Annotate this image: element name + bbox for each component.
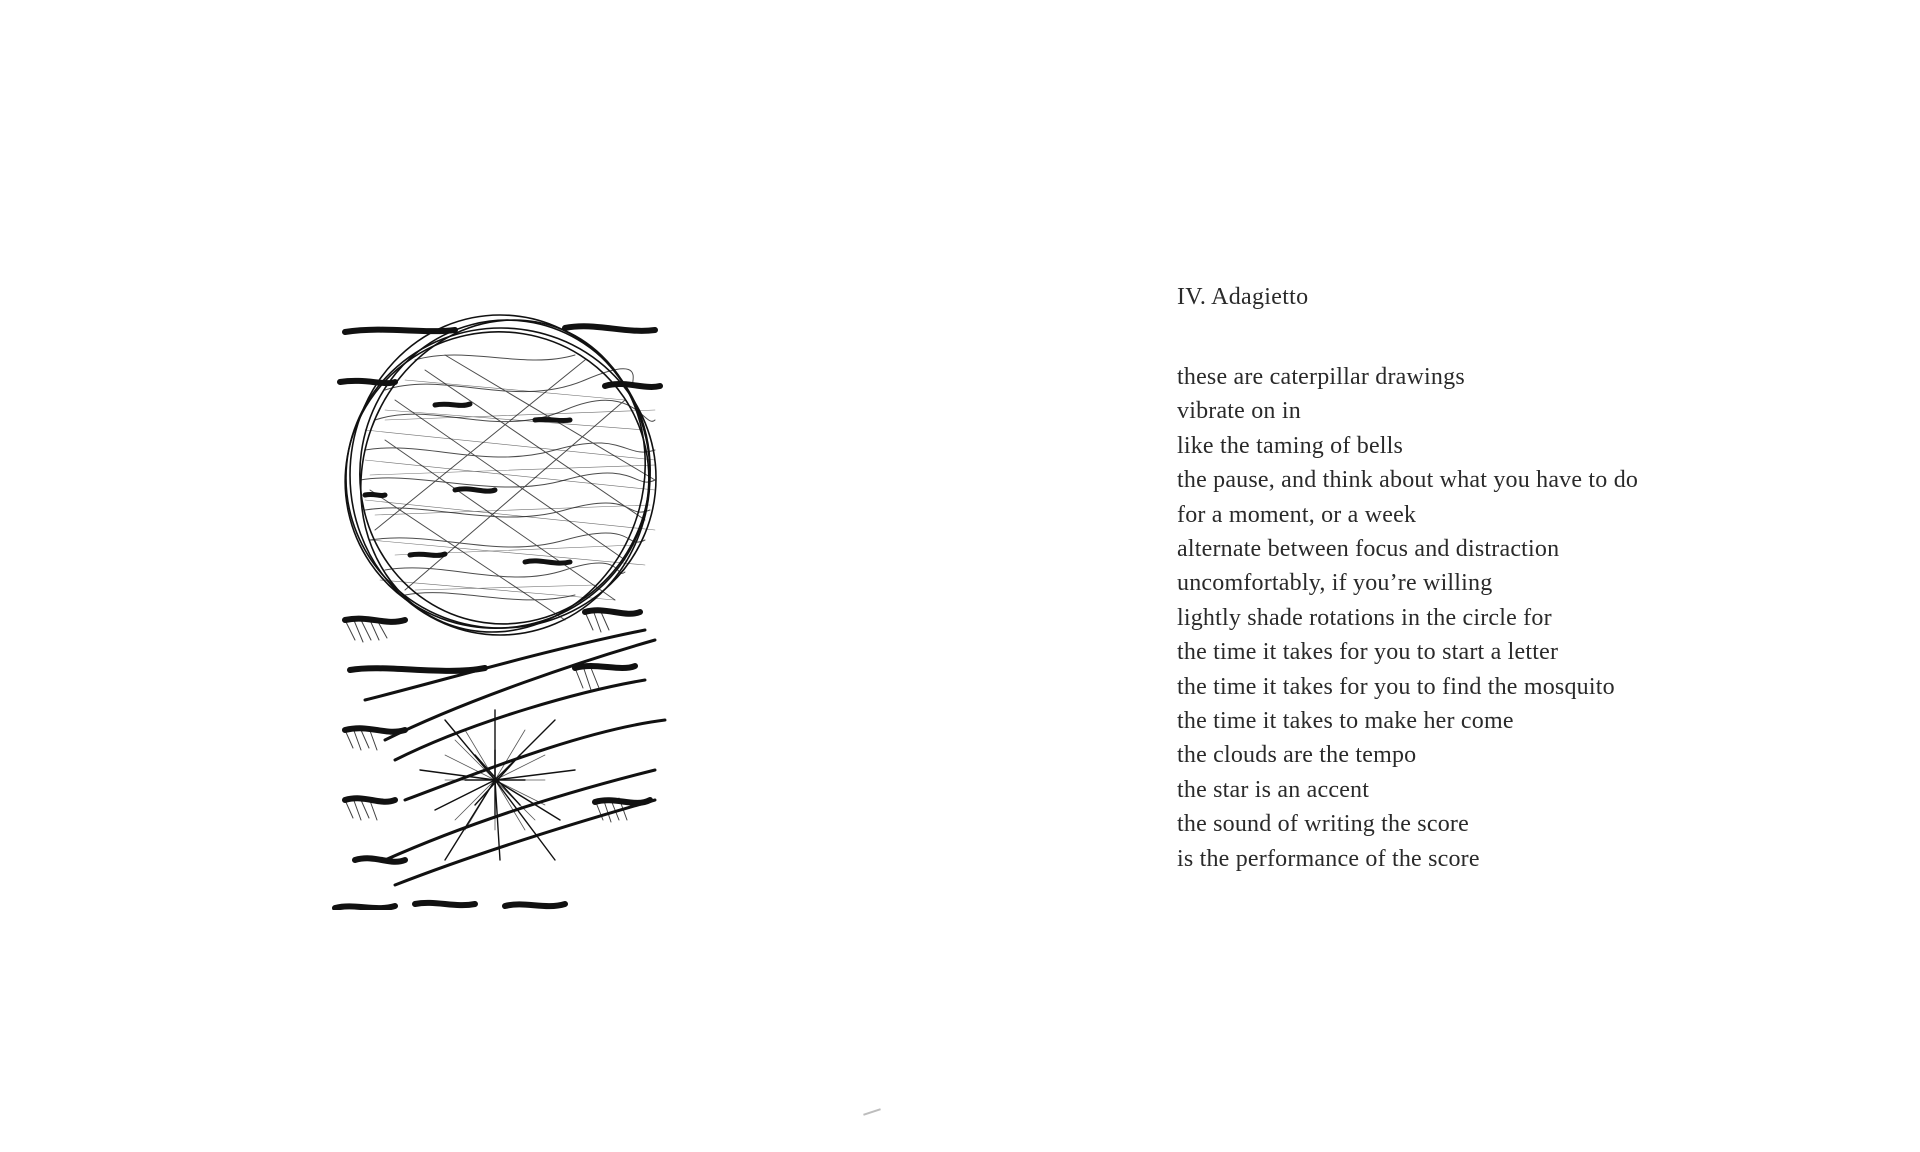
- poem-line: the pause, and think about what you have to do: [1177, 467, 1639, 494]
- poem-line: the time it takes for you to find the mosquito: [1177, 673, 1615, 700]
- poem-title: IV. Adagietto: [1177, 284, 1309, 310]
- poem-line: vibrate on in: [1177, 398, 1301, 425]
- poem-line: these are caterpillar drawings: [1177, 364, 1465, 390]
- poem-line: the time it takes for you to start a letter: [1177, 639, 1559, 666]
- poem-line: the star is an accent: [1177, 776, 1370, 803]
- poem-line: like the taming of bells: [1177, 432, 1404, 459]
- poem-line: the clouds are the tempo: [1177, 742, 1417, 769]
- circle-outlines: [325, 300, 689, 672]
- poem-line: alternate between focus and distraction: [1177, 536, 1560, 563]
- poem-line: uncomfortably, if you’re willing: [1177, 570, 1493, 597]
- poem: [1177, 280, 1737, 876]
- poem-lines: [1177, 360, 1737, 876]
- poem-line: the time it takes to make her come: [1177, 708, 1514, 735]
- poem-line: is the performance of the score: [1177, 845, 1480, 872]
- poem-line: for a moment, or a week: [1177, 501, 1417, 528]
- scribbled-circle-drawing-icon: [325, 300, 735, 910]
- paper-mark: [863, 1108, 881, 1115]
- poem-line: lightly shade rotations in the circle for: [1177, 604, 1552, 631]
- poem-line: the sound of writing the score: [1177, 811, 1469, 838]
- circle-shading: [360, 355, 655, 620]
- circle-dashes: [365, 404, 570, 563]
- starburst-fill: [445, 730, 545, 830]
- scribble-drawing: [325, 300, 735, 910]
